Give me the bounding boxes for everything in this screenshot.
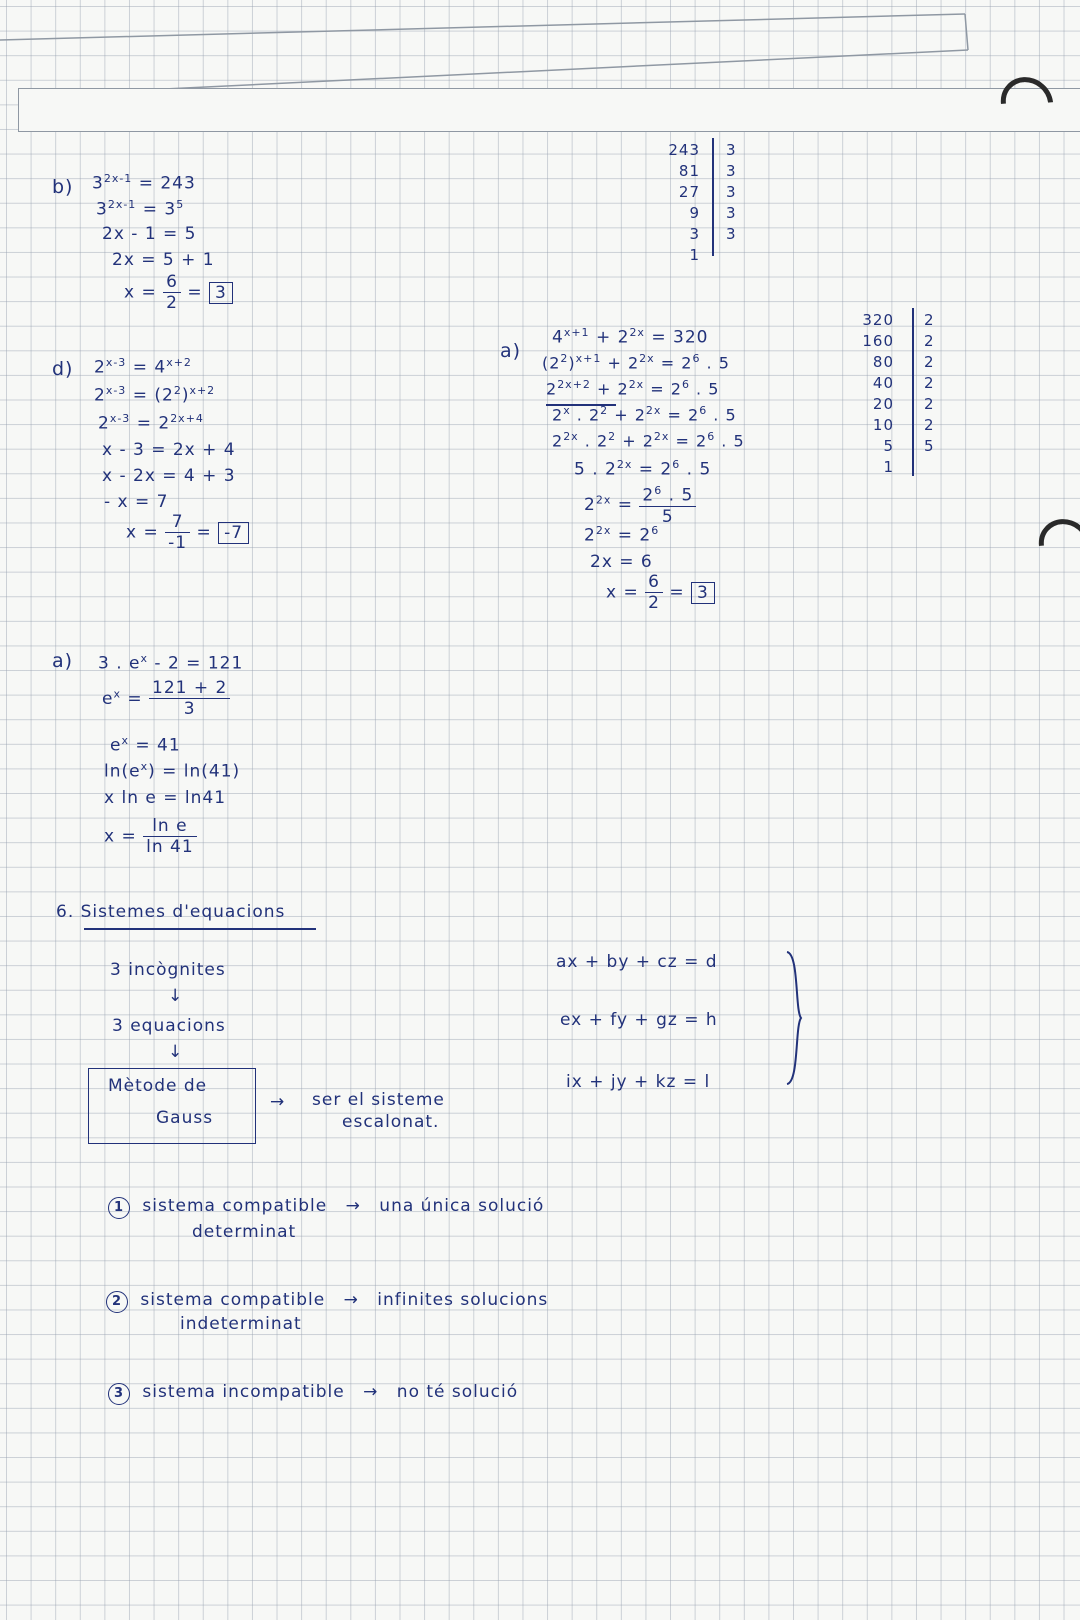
eq-a1-line: 5 . $2^{2x} = 2^6$ . 5: [574, 458, 712, 480]
eq-d-label: d): [52, 358, 74, 380]
eq-b-fraction: $\frac{6}{2}$: [163, 272, 181, 313]
eq-b-line: 2x - 1 = 5: [102, 224, 197, 244]
eq-b-line: $3^{2x-1} = 3^5$: [96, 198, 185, 220]
number-3-icon: 3: [108, 1383, 130, 1405]
system-equation-1: ax + by + cz = d: [556, 952, 718, 972]
factor-243-numbers: 243 81 27 9 3 1: [668, 141, 700, 264]
system-equation-2: ex + fy + gz = h: [560, 1010, 718, 1030]
down-arrow-icon: ↓: [168, 1042, 184, 1062]
eq-a1-fraction: $\frac{2^6 . 5}{5}$: [639, 484, 696, 527]
eq-a2-result-row: x = $\frac{\text{ln e}}{\ln 41}$: [104, 816, 197, 857]
eq-a2-line: x ln e = ln41: [104, 788, 227, 808]
eq-b-line: $3^{2x-1} = 243$: [92, 172, 196, 194]
type-1-row: 1 sistema compatible → una única solució: [108, 1196, 544, 1219]
factor-320-divisors: 2 2 2 2 2 2 5: [924, 311, 935, 455]
number-2-icon: 2: [106, 1291, 128, 1313]
eq-a2-result-fraction: $\frac{\text{ln e}}{\ln 41}$: [143, 816, 197, 857]
system-brace: [785, 950, 803, 1086]
gauss-note-line1: ser el sisteme: [312, 1090, 445, 1110]
gauss-box-line1: Mètode de: [108, 1076, 208, 1096]
eq-a1-label: a): [500, 340, 522, 362]
header-band: [18, 88, 1080, 132]
eq-d-fraction: $\frac{7}{-1}$: [165, 512, 190, 553]
eq-a2-fraction-row: $e^x$ = $\frac{121 + 2}{3}$: [102, 678, 230, 719]
eq-d-line: $2^{x-3} = 2^{2x+4}$: [98, 412, 204, 434]
eq-b-x: x =: [124, 282, 157, 303]
eq-a2-fraction: $\frac{121 + 2}{3}$: [149, 678, 230, 719]
flow-unknowns: 3 incògnites: [110, 960, 226, 980]
flow-equations: 3 equacions: [112, 1016, 226, 1036]
eq-a2-line: $e^x = 41$: [110, 734, 181, 756]
eq-a1-boxed-result: 3: [691, 582, 715, 604]
eq-b-boxed-result: 3: [209, 282, 233, 304]
eq-a2-label: a): [52, 650, 74, 672]
down-arrow-icon: ↓: [168, 986, 184, 1006]
section-6-title: 6. Sistemes d'equacions: [56, 902, 286, 922]
type-3-row: 3 sistema incompatible → no té solució: [108, 1382, 518, 1405]
type-1-name2: determinat: [192, 1222, 297, 1242]
eq-d-line: x - 2x = 4 + 3: [102, 466, 236, 486]
factor-320-numbers: 320 160 80 40 20 10 5 1: [862, 311, 894, 476]
eq-d-boxed-result: -7: [218, 522, 249, 544]
eq-a2-line: $\ln(e^x) = \ln(41)$: [104, 760, 241, 782]
type-2-name2: indeterminat: [180, 1314, 302, 1334]
top-margin-line: [0, 0, 1080, 90]
eq-d-line: x - 3 = 2x + 4: [102, 440, 236, 460]
right-arrow-icon: →: [270, 1092, 286, 1112]
eq-d-line: - x = 7: [104, 492, 169, 512]
factor-243-divisors: 3 3 3 3 3: [726, 141, 737, 243]
eq-a1-result-fraction: $\frac{6}{2}$: [645, 572, 663, 613]
system-equation-3: ix + jy + kz = l: [566, 1072, 711, 1092]
eq-a1-fraction-row: $2^{2x}$ = $\frac{2^6 . 5}{5}$: [584, 484, 696, 527]
eq-a1-line: 2$^x$ . $2^2 + 2^{2x} = 2^6$ . 5: [552, 404, 737, 425]
eq-a1-line: $4^{x+1} + 2^{2x} = 320$: [552, 326, 709, 348]
number-1-icon: 1: [108, 1197, 130, 1219]
gauss-note-line2: escalonat.: [342, 1112, 440, 1132]
gauss-box-line2: Gauss: [156, 1108, 214, 1128]
eq-a1-line: $2^{2x}$ . $2^2 + 2^{2x} = 2^6$ . 5: [552, 430, 745, 451]
factor-243-divider: [712, 138, 714, 256]
eq-d-result-row: x = $\frac{7}{-1}$ = -7: [126, 512, 249, 553]
factor-320-divider: [912, 308, 914, 476]
binder-hole-middle: [1028, 508, 1080, 581]
eq-a1-line: $(2^2)^{x+1} + 2^{2x} = 2^6$ . 5: [542, 352, 730, 373]
section-6-underline: [84, 928, 316, 930]
eq-b-result-row: x = $\frac{6}{2}$ = 3: [124, 272, 233, 313]
type-2-row: 2 sistema compatible → infinites solucions: [106, 1290, 548, 1313]
eq-a1-result-row: x = $\frac{6}{2}$ = 3: [606, 572, 715, 613]
eq-b-label: b): [52, 176, 74, 198]
eq-a1-line: 2x = 6: [590, 552, 653, 572]
eq-a2-line: 3 . $e^x - 2 = 121$: [98, 652, 244, 674]
eq-a1-line: $2^{2x} = 2^6$: [584, 524, 660, 546]
eq-b-line: 2x = 5 + 1: [112, 250, 215, 270]
eq-d-line: $2^{x-3} = 4^{x+2}$: [94, 356, 192, 378]
eq-d-line: $2^{x-3} = (2^2)^{x+2}$: [94, 384, 216, 406]
eq-a1-line: $2^{2x+2} + 2^{2x} = 2^6$ . 5: [546, 378, 720, 399]
